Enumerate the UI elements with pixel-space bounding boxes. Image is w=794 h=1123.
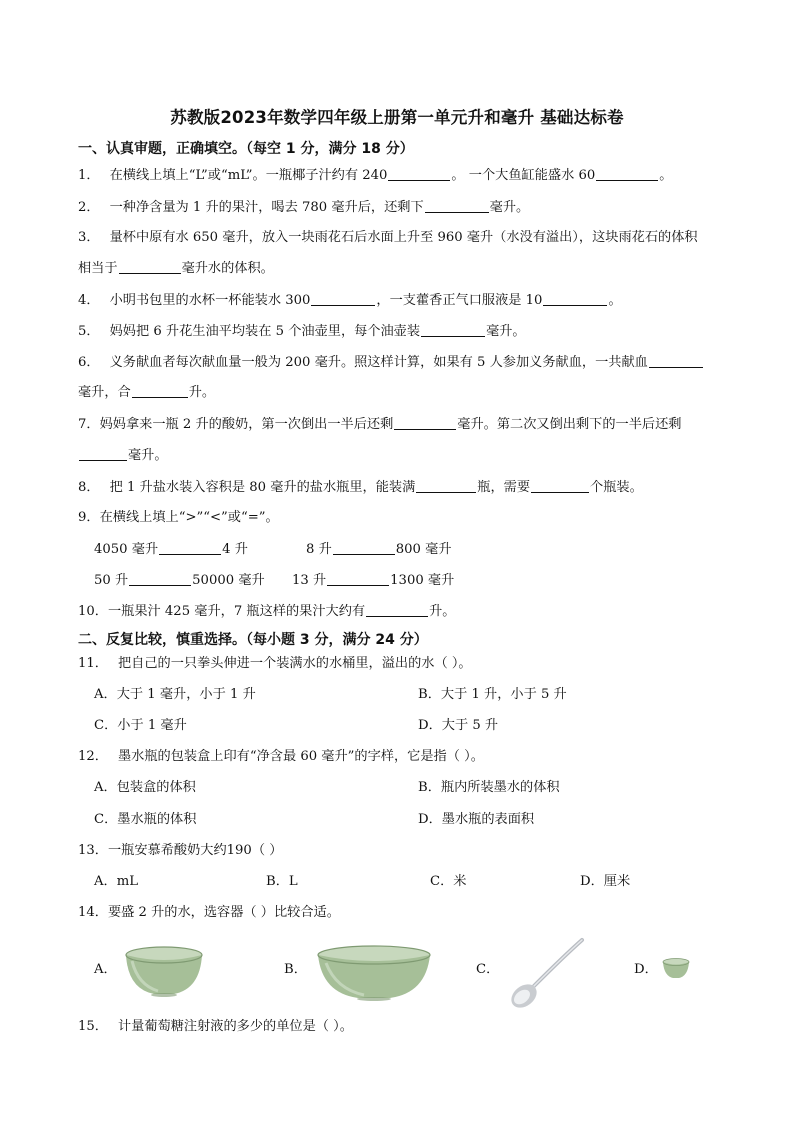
compare-item: 50 升 50000 毫升	[94, 573, 265, 588]
answer-blank[interactable]	[421, 322, 485, 337]
answer-blank[interactable]	[311, 291, 375, 306]
question-6-cont: 毫升，合 升。	[78, 385, 216, 400]
compare-item: 13 升 1300 毫升	[292, 573, 455, 588]
answer-blank[interactable]	[333, 540, 395, 555]
answer-blank[interactable]	[425, 198, 489, 213]
question-15: 15． 计量葡萄糖注射液的多少的单位是（ ）。	[78, 1019, 353, 1034]
medium-bowl-image	[124, 945, 204, 997]
question-10: 10．一瓶果汁 425 毫升，7 瓶这样的果汁大约有 升。	[78, 604, 456, 619]
option-d[interactable]: D．大于 5 升	[418, 718, 499, 733]
question-5: 5． 妈妈把 6 升花生油平均装在 5 个油壶里，每个油壶装 毫升。	[78, 324, 526, 339]
question-9: 9．在横线上填上“>”“<”或“=”。	[78, 510, 279, 525]
option-d[interactable]: D．	[634, 962, 658, 977]
option-b[interactable]: B．	[284, 962, 307, 977]
compare-item: 8 升 800 毫升	[306, 542, 452, 557]
question-7: 7．妈妈拿来一瓶 2 升的酸奶，第一次倒出一半后还剩 毫升。第二次又倒出剩下的一半后还剩	[78, 417, 682, 432]
option-b[interactable]: B．L	[266, 874, 298, 889]
answer-blank[interactable]	[129, 571, 191, 586]
question-2: 2． 一种净含量为 1 升的果汁，喝去 780 毫升后，还剩下 毫升。	[78, 200, 530, 215]
question-1: 1． 在横线上填上“L”或“mL”。一瓶椰子汁约有 240 。 一个大鱼缸能盛水 60 。	[78, 168, 673, 183]
question-3-cont: 相当于 毫升水的体积。	[78, 261, 274, 276]
option-d[interactable]: D．墨水瓶的表面积	[418, 812, 535, 827]
answer-blank[interactable]	[119, 259, 181, 274]
page-title: 苏教版2023年数学四年级上册第一单元升和毫升 基础达标卷	[170, 108, 624, 127]
answer-blank[interactable]	[132, 383, 188, 398]
section1-heading: 一、认真审题，正确填空。（每空 1 分，满分 18 分）	[78, 141, 414, 157]
option-c[interactable]: C．小于 1 毫升	[94, 718, 187, 733]
answer-blank[interactable]	[327, 571, 389, 586]
answer-blank[interactable]	[531, 478, 589, 493]
question-4: 4． 小明书包里的水杯一杯能装水 300 ，一支藿香正气口服液是 10 。	[78, 293, 622, 308]
option-d[interactable]: D．厘米	[580, 874, 631, 889]
option-a[interactable]: A．mL	[94, 874, 138, 889]
option-c[interactable]: C．墨水瓶的体积	[94, 812, 197, 827]
section2-heading: 二、反复比较，慎重选择。（每小题 3 分，满分 24 分）	[78, 632, 428, 648]
answer-blank[interactable]	[159, 540, 221, 555]
question-7-cont: 毫升。	[78, 446, 748, 465]
answer-blank[interactable]	[596, 166, 658, 181]
question-14: 14．要盛 2 升的水，选容器（ ）比较合适。	[78, 905, 340, 920]
option-c[interactable]: C．米	[430, 874, 467, 889]
question-13: 13．一瓶安慕希酸奶大约190（ ）	[78, 843, 283, 858]
question-6: 6． 义务献血者每次献血量一般为 200 毫升。照这样计算，如果有 5 人参加义务献血，一共献血	[78, 353, 748, 372]
question-3: 3． 量杯中原有水 650 毫升，放入一块雨花石后水面上升至 960 毫升（水没有溢出），这块雨花石的体积	[78, 230, 698, 245]
option-a[interactable]: A．包装盒的体积	[94, 780, 196, 795]
compare-item: 4050 毫升 4 升	[94, 542, 248, 557]
answer-blank[interactable]	[394, 415, 456, 430]
large-bowl-image	[316, 945, 432, 1001]
answer-blank[interactable]	[649, 353, 703, 368]
option-c[interactable]: C．	[476, 962, 500, 977]
option-b[interactable]: B．大于 1 升，小于 5 升	[418, 687, 567, 702]
answer-blank[interactable]	[416, 478, 476, 493]
question-11: 11． 把自己的一只拳头伸进一个装满水的水桶里，溢出的水（ ）。	[78, 656, 472, 671]
answer-blank[interactable]	[79, 446, 127, 461]
option-a[interactable]: A．	[94, 962, 117, 977]
spoon-image	[504, 936, 586, 1014]
option-b[interactable]: B．瓶内所装墨水的体积	[418, 780, 560, 795]
small-bowl-image	[662, 958, 690, 980]
answer-blank[interactable]	[388, 166, 450, 181]
answer-blank[interactable]	[366, 602, 428, 617]
question-12: 12． 墨水瓶的包装盒上印有“净含最 60 毫升”的字样，它是指（ ）。	[78, 749, 484, 764]
question-8: 8． 把 1 升盐水装入容积是 80 毫升的盐水瓶里，能装满 瓶，需要 个瓶装。	[78, 480, 643, 495]
option-a[interactable]: A．大于 1 毫升，小于 1 升	[94, 687, 256, 702]
answer-blank[interactable]	[543, 291, 607, 306]
